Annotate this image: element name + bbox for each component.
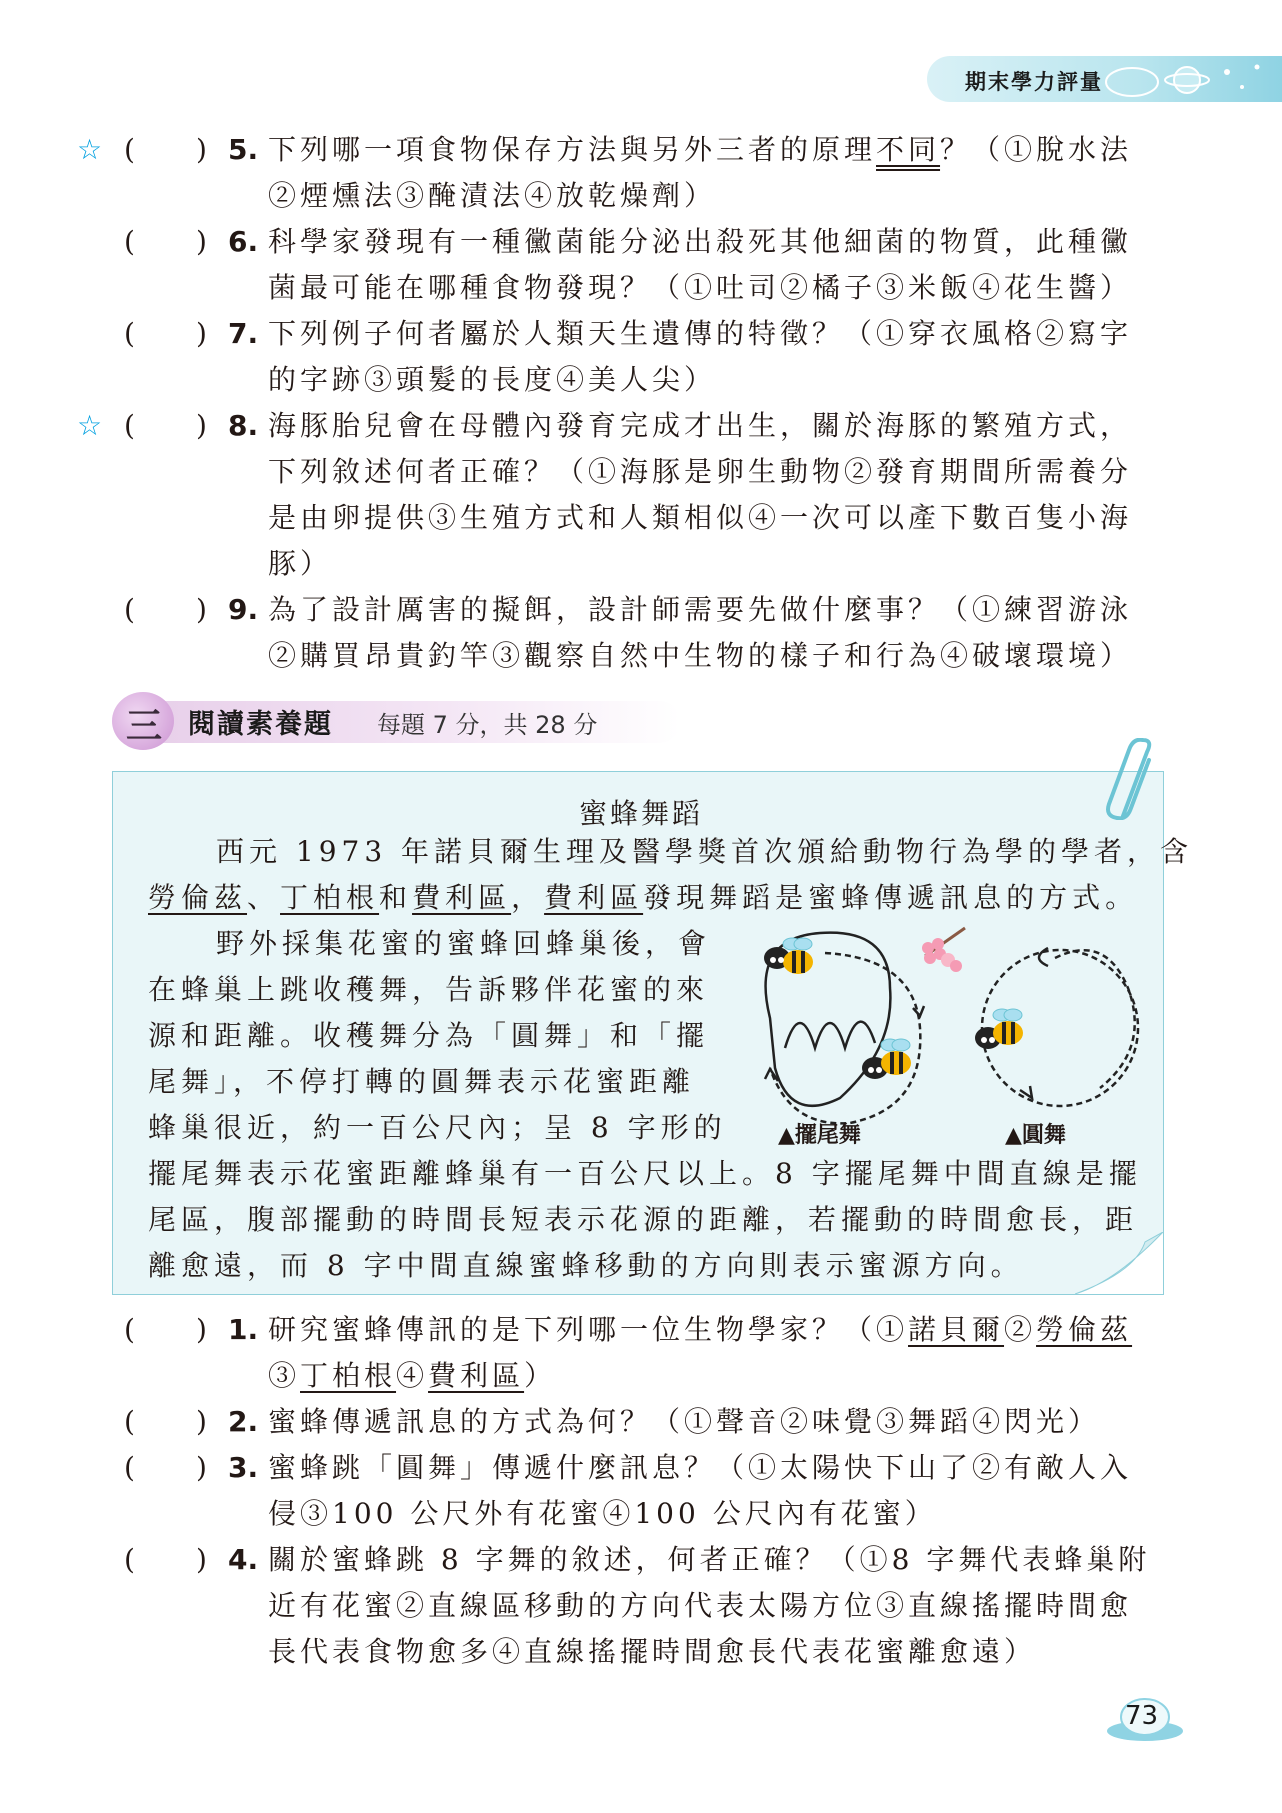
reading-line: 擺尾舞表示花蜜距離蜂巢有一百公尺以上。8 字擺尾舞中間直線是擺 (148, 1157, 1142, 1190)
bee-icon (764, 938, 813, 974)
question-stem: 蜜蜂跳「圓舞」傳遞什麼訊息？（①太陽快下山了②有敵人入 (268, 1451, 1133, 1484)
page-number: 73 (1105, 1695, 1185, 1745)
question-cont: ②購買昂貴釣竿③觀察自然中生物的樣子和行為④破壞環境） (268, 639, 1133, 672)
bee-dance-figure (730, 918, 1150, 1138)
reading-line: 尾舞」，不停打轉的圓舞表示花蜜距離 (148, 1065, 696, 1098)
star-icon: ☆ (77, 409, 103, 442)
question-cont: 下列敘述何者正確？（①海豚是卵生動物②發育期間所需養分 (268, 455, 1133, 488)
star-icon: ☆ (77, 133, 103, 166)
question-stem: 研究蜜蜂傳訊的是下列哪一位生物學家？（①諾貝爾②勞倫茲 (268, 1313, 1133, 1346)
space-decoration-icon (1092, 52, 1272, 107)
reading-line: 離愈遠，而 8 字中間直線蜜蜂移動的方向則表示蜜源方向。 (148, 1249, 1024, 1282)
question-cont: 菌最可能在哪種食物發現？（①吐司②橘子③米飯④花生醬） (268, 271, 1133, 304)
question-cont: 是由卵提供③生殖方式和人類相似④一次可以產下數百隻小海 (268, 501, 1133, 534)
reading-title: 蜜蜂舞蹈 (578, 797, 703, 830)
section-title: 閱讀素養題 (188, 709, 333, 740)
header-label: 期末學力評量 (965, 70, 1103, 94)
reading-line: 勞倫茲、丁柏根和費利區，費利區發現舞蹈是蜜蜂傳遞訊息的方式。 (148, 881, 1139, 914)
question-number: 1. (228, 1313, 259, 1346)
flower-icon (922, 928, 965, 972)
section-badge: 三 (112, 692, 174, 750)
question-number: 9. (228, 593, 259, 626)
question-cont: ②煙燻法③醃漬法④放乾燥劑） (268, 179, 717, 212)
caption-waggle-dance: ▲擺尾舞 (778, 1123, 861, 1148)
reading-line: 源和距離。收穫舞分為「圓舞」和「擺 (148, 1019, 710, 1052)
section-score: 每題 7 分，共 28 分 (377, 711, 598, 739)
reading-line: 西元 1973 年諾貝爾生理及醫學獎首次頒給動物行為學的學者，含 (216, 835, 1194, 868)
question-stem: 關於蜜蜂跳 8 字舞的敘述，何者正確？（①8 字舞代表蜂巢附 (268, 1543, 1151, 1576)
caption-round-dance: ▲圓舞 (1005, 1123, 1066, 1148)
question-number: 7. (228, 317, 259, 350)
reading-line: 野外採集花蜜的蜜蜂回蜂巢後，會 (216, 927, 712, 960)
question-number: 2. (228, 1405, 259, 1438)
section-header (112, 692, 672, 750)
question-cont: 近有花蜜②直線區移動的方向代表太陽方位③直線搖擺時間愈 (268, 1589, 1133, 1622)
question-cont: 侵③100 公尺外有花蜜④100 公尺內有花蜜） (268, 1497, 937, 1530)
question-number: 8. (228, 409, 259, 442)
question-number: 4. (228, 1543, 259, 1576)
question-number: 6. (228, 225, 259, 258)
question-stem: 下列例子何者屬於人類天生遺傳的特徵？（①穿衣風格②寫字 (268, 317, 1133, 350)
bee-icon (862, 1039, 911, 1079)
question-cont: ③丁柏根④費利區） (268, 1359, 557, 1392)
question-cont: 的字跡③頭髮的長度④美人尖） (268, 363, 717, 396)
question-number: 3. (228, 1451, 259, 1484)
question-stem: 下列哪一項食物保存方法與另外三者的原理不同？（①脫水法 (268, 133, 1133, 166)
question-stem: 科學家發現有一種黴菌能分泌出殺死其他細菌的物質，此種黴 (268, 225, 1133, 258)
question-stem: 蜜蜂傳遞訊息的方式為何？（①聲音②味覺③舞蹈④閃光） (268, 1405, 1101, 1438)
question-cont: 豚） (268, 547, 333, 580)
question-cont: 長代表食物愈多④直線搖擺時間愈長代表花蜜離愈遠） (268, 1635, 1037, 1668)
question-number: 5. (228, 133, 259, 166)
bee-icon (975, 1009, 1023, 1049)
reading-line: 尾區，腹部擺動的時間長短表示花源的距離，若擺動的時間愈長，距 (148, 1203, 1139, 1236)
reading-line: 在蜂巢上跳收穫舞，告訴夥伴花蜜的來 (148, 973, 710, 1006)
reading-line: 蜂巢很近，約一百公尺內；呈 8 字形的 (148, 1111, 727, 1144)
question-stem: 為了設計厲害的擬餌，設計師需要先做什麼事？（①練習游泳 (268, 593, 1133, 626)
question-stem: 海豚胎兒會在母體內發育完成才出生，關於海豚的繁殖方式， (268, 409, 1133, 442)
